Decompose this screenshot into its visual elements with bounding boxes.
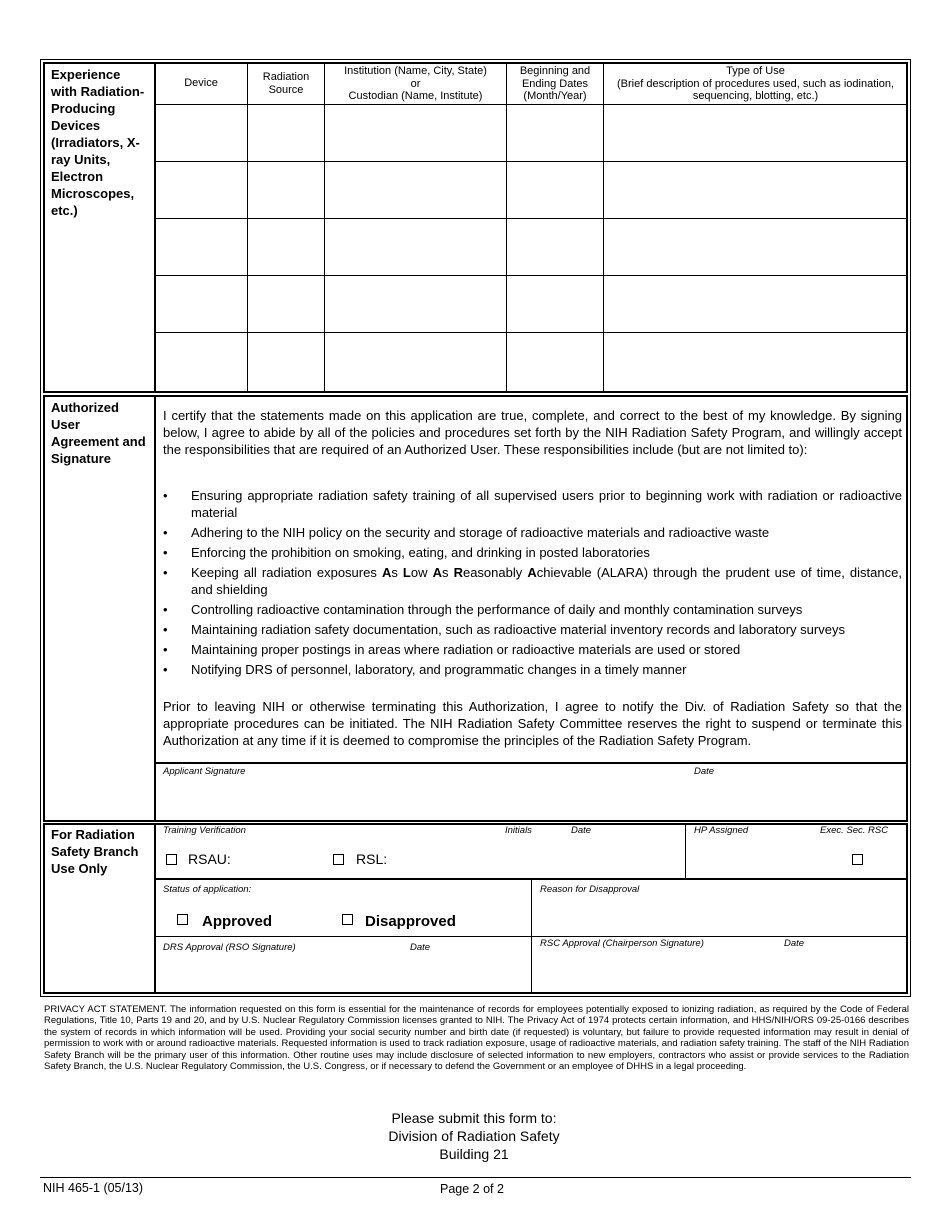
reason-label: Reason for Disapproval <box>540 884 640 895</box>
experience-table-cell[interactable] <box>249 162 324 218</box>
drs-date-label: Date <box>410 942 431 953</box>
footer-rule <box>40 1177 911 1178</box>
branch-label: For Radiation Safety Branch Use Only <box>51 827 139 876</box>
list-item: • Notifying DRS of personnel, laboratory, and programmatic changes in a timely manner <box>163 662 687 677</box>
rsc-approval-label: RSC Approval (Chairperson Signature) <box>540 938 704 949</box>
divider <box>154 395 156 822</box>
experience-table-cell[interactable] <box>326 219 506 275</box>
rsl-checkbox[interactable] <box>333 854 344 865</box>
approved-label: Approved <box>202 913 273 930</box>
experience-label: Experience with Radiation-Producing Devices (Irradiators, X-ray Units, Electron Microscopes, etc.) <box>51 67 145 218</box>
list-item: • Controlling radioactive contamination through the performance of daily and monthly contamination surveys <box>163 602 803 617</box>
initials-label: Initials <box>505 825 532 836</box>
list-item: • Maintaining proper postings in areas where radiation or radioactive materials are used or stored <box>163 642 741 657</box>
list-item: • Maintaining radiation safety documentation, such as radioactive material inventory records and laboratory surveys <box>163 622 845 637</box>
drs-approval-label: DRS Approval (RSO Signature) <box>163 942 296 953</box>
applicant-signature-label: Applicant Signature <box>163 766 246 777</box>
experience-table-cell[interactable] <box>605 333 907 391</box>
experience-table-cell[interactable] <box>508 333 603 391</box>
col-header-device: Device <box>184 77 218 89</box>
experience-table-cell[interactable] <box>605 162 907 218</box>
list-item: • Enforcing the prohibition on smoking, eating, and drinking in posted laboratories <box>163 545 650 560</box>
experience-table-cell[interactable] <box>326 276 506 332</box>
divider <box>506 62 507 391</box>
list-item: • Ensuring appropriate radiation safety training of all supervised users prior to beginning work with radiation or radioactive material <box>163 488 902 520</box>
experience-table-cell[interactable] <box>326 105 506 161</box>
divider <box>603 62 604 391</box>
experience-table-cell[interactable] <box>508 105 603 161</box>
closing-paragraph: Prior to leaving NIH or otherwise terminating this Authorization, I agree to notify the Div. of Radiation Safety so that the appropriate procedures can be initiated. The NIH Radiation Safety Committee reserves the right to suspend or terminate this Authorization at any time if it is deemed to compromise the principles of the Radiation Safety Program. <box>163 699 902 748</box>
divider <box>247 62 248 391</box>
experience-table-cell[interactable] <box>605 219 907 275</box>
experience-table-cell[interactable] <box>249 276 324 332</box>
col-header-institution: Institution (Name, City, State) or Custodian (Name, Institute) <box>344 65 487 102</box>
experience-table-cell[interactable] <box>605 276 907 332</box>
training-date-label: Date <box>571 825 592 836</box>
experience-table-cell[interactable] <box>249 219 324 275</box>
rsau-checkbox[interactable] <box>166 854 177 865</box>
rsc-signature-field[interactable] <box>533 951 906 992</box>
experience-table-cell[interactable] <box>156 276 247 332</box>
rsl-label: RSL: <box>356 851 388 867</box>
agreement-label: Authorized User Agreement and Signature <box>51 400 146 466</box>
divider <box>155 762 907 764</box>
divider <box>155 936 907 937</box>
col-header-radiation-source: Radiation Source <box>262 71 310 96</box>
hp-assigned-label: HP Assigned <box>694 825 749 836</box>
experience-table-cell[interactable] <box>156 162 247 218</box>
training-verification-label: Training Verification <box>163 825 246 836</box>
divider <box>685 823 686 879</box>
experience-table-cell[interactable] <box>249 105 324 161</box>
privacy-act-statement: PRIVACY ACT STATEMENT. The information requested on this form is essential for the maintenance of records for employees potentially exposed to ionizing radiation, as required by the Code of Federal Regulations, Title 10, Parts 19 and 20, and by U.S. Nuclear Regulatory Commission licenses granted to NIH. The Privacy Act of 1974 protects certain information, and HHS/NIH/ORS 09-25-0166 describes the system of records in which information will be used. Providing your social security number and birth date (if requested) is voluntary, but failure to provide requested information may result in denial of permission to work with or around radioactive materials. Requested information is used to track radiation exposure, usage of radioactive materials, and radiation safety training. The staff of the NIH Radiation Safety Branch will be the primary user of this information. Other routine uses may include disclosure of selected information to new employers, contractors who assist or provide services to the Radiation Safety Branch, the U.S. Nuclear Regulatory Commission, the U.S. Congress, or if necessary to defend the Government or an employee of DHHS in a legal proceeding. <box>44 1004 909 1073</box>
rsc-date-label: Date <box>784 938 805 949</box>
reason-field[interactable] <box>533 896 906 935</box>
experience-table-cell[interactable] <box>156 333 247 391</box>
divider <box>324 62 325 391</box>
col-header-type-of-use: Type of Use (Brief description of procedures used, such as iodination, sequencing, blotting, etc.) <box>617 65 894 102</box>
signature-date-label: Date <box>694 766 715 777</box>
experience-table-cell[interactable] <box>156 105 247 161</box>
experience-table-cell[interactable] <box>508 219 603 275</box>
drs-signature-field[interactable] <box>156 955 530 992</box>
experience-table-cell[interactable] <box>508 162 603 218</box>
certification-paragraph: I certify that the statements made on this application are true, complete, and correct to the best of my knowledge. By signing below, I agree to abide by all of the policies and procedures set forth by the NIH Radiation Safety Program, and willingly accept the responsibilities that are required of an Authorized User. These responsibilities include (but are not limited to): <box>163 408 902 457</box>
list-item: • Adhering to the NIH policy on the security and storage of radioactive materials and radioactive waste <box>163 525 770 540</box>
applicant-signature-field[interactable] <box>156 778 906 820</box>
list-item-alara: • Keeping all radiation exposures As Low As Reasonably Achievable (ALARA) through the prudent use of time, distance, and shielding <box>163 565 902 597</box>
experience-table-cell[interactable] <box>249 333 324 391</box>
experience-table-cell[interactable] <box>508 276 603 332</box>
exec-sec-checkbox[interactable] <box>852 854 863 865</box>
experience-table-cell[interactable] <box>326 162 506 218</box>
experience-table-cell[interactable] <box>326 333 506 391</box>
col-header-dates: Beginning and Ending Dates (Month/Year) <box>519 65 591 102</box>
status-label: Status of application: <box>163 884 252 895</box>
page-number: Page 2 of 2 <box>440 1182 504 1196</box>
experience-table-cell[interactable] <box>156 219 247 275</box>
responsibilities-list <box>163 487 902 678</box>
form-number: NIH 465-1 (05/13) <box>43 1181 144 1195</box>
disapproved-label: Disapproved <box>365 913 456 930</box>
rsau-label: RSAU: <box>188 851 231 867</box>
exec-sec-label: Exec. Sec. RSC <box>820 825 889 836</box>
experience-table-cell[interactable] <box>605 105 907 161</box>
disapproved-checkbox[interactable] <box>342 914 353 925</box>
submit-instructions: Please submit this form to: Division of Radiation Safety Building 21 <box>388 1110 560 1162</box>
approved-checkbox[interactable] <box>177 914 188 925</box>
